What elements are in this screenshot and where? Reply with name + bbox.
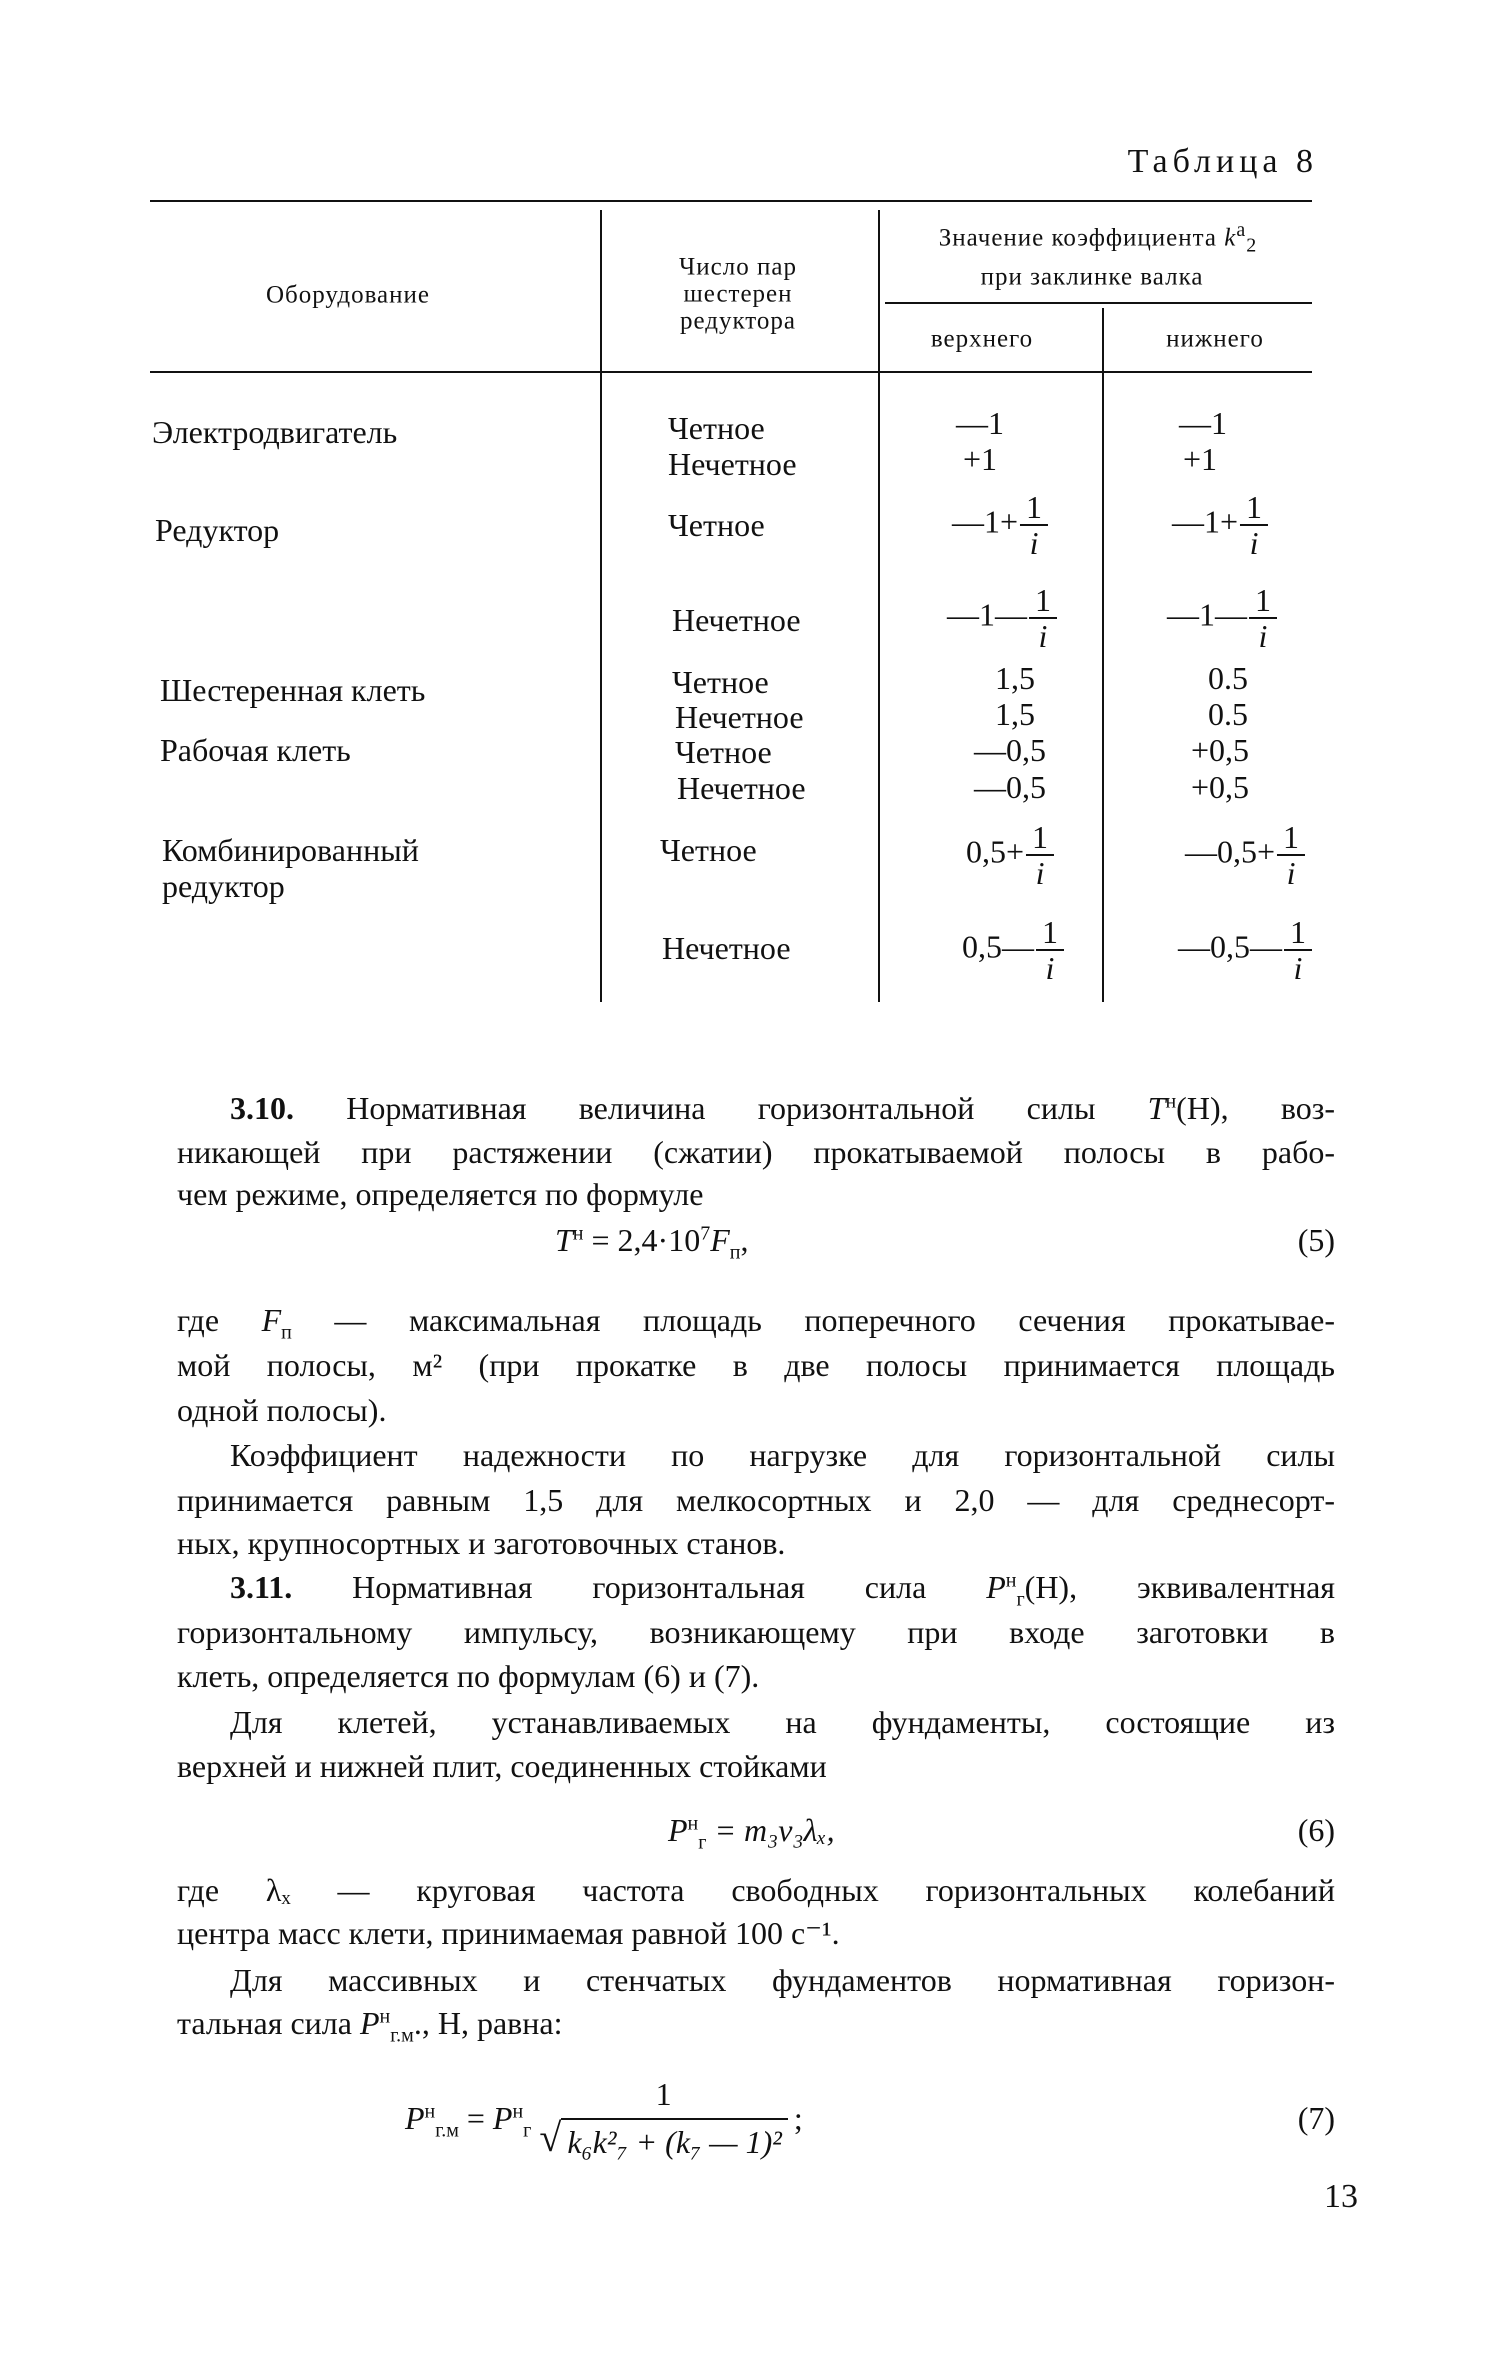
whole: —1— — [947, 596, 1027, 633]
paragraph-line: верхней и нижней плит, соединенных стойками — [177, 1748, 827, 1784]
formula-number: (7) — [1297, 2100, 1335, 2136]
fraction — [1284, 915, 1312, 985]
table-subheader-rule — [885, 302, 1312, 304]
cell-upper-fraction — [962, 915, 1064, 985]
cell-lower: 0.5 — [1208, 696, 1248, 732]
formula-rhs: = m₃v₃λₓ, — [706, 1812, 835, 1848]
paragraph-line — [177, 2003, 1335, 2047]
section-number: 3.11. — [230, 1569, 293, 1605]
fraction — [1029, 583, 1057, 653]
symbol-sup: н — [1005, 1569, 1017, 1592]
page-number: 13 — [1324, 2178, 1358, 2215]
cell-parity: Четное — [668, 410, 765, 446]
fraction — [1020, 490, 1048, 560]
coef-sup: а — [1236, 219, 1247, 242]
whole: —0,5— — [1178, 928, 1282, 965]
coef-symbol: k — [1224, 224, 1237, 252]
paragraph-line: Коэффициент надежности по нагрузке для горизонтальной силы — [230, 1437, 1335, 1473]
symbol-sup: н — [424, 2100, 436, 2123]
whole: —0,5+ — [1184, 833, 1276, 870]
table-column-divider — [878, 210, 880, 1002]
coef-sub: 2 — [1246, 234, 1258, 257]
cell-lower-fraction — [1185, 820, 1305, 890]
symbol-sup: н — [687, 1812, 699, 1835]
cell-equipment: редуктор — [162, 868, 285, 904]
numerator: 1 — [1026, 820, 1054, 856]
whole: 0,5+ — [965, 833, 1025, 870]
cell-upper-fraction — [966, 820, 1054, 890]
header-equipment: Оборудование — [265, 281, 431, 309]
text: ., Н, равна: — [413, 2005, 563, 2041]
numerator: 1 — [1249, 583, 1277, 619]
text: — максимальная площадь поперечного сечения прокатывае- — [291, 1302, 1336, 1338]
text: Нормативная величина горизонтальной силы — [294, 1090, 1148, 1126]
symbol-sup: н — [572, 1222, 584, 1245]
symbol-sub: п — [729, 1241, 741, 1264]
symbol: P — [359, 2005, 380, 2041]
text: (Н), эквивалентная — [1024, 1569, 1336, 1605]
symbol: F — [261, 1302, 282, 1338]
fraction — [1036, 915, 1064, 985]
header-coefficient — [938, 219, 1258, 257]
section-number: 3.10. — [230, 1090, 294, 1126]
whole: —1+ — [1171, 503, 1239, 540]
cell-upper-fraction — [947, 583, 1057, 653]
paragraph-line — [177, 1300, 1336, 1344]
formula-6 — [668, 1810, 835, 1854]
text: = 2,4·10 — [583, 1222, 701, 1258]
whole: 0,5— — [962, 928, 1034, 965]
header-line: редуктора — [680, 307, 796, 335]
paragraph-line: ных, крупносортных и заготовочных станов. — [177, 1525, 786, 1561]
cell-upper: —0,5 — [974, 769, 1046, 805]
paragraph-line: где λₓ — круговая частота свободных горизонтальных колебаний — [177, 1872, 1335, 1908]
cell-upper: +1 — [962, 441, 998, 477]
equals: = — [458, 2100, 493, 2136]
cell-lower: —1 — [1179, 405, 1227, 441]
cell-equipment: Комбинированный — [162, 832, 419, 868]
sqrt-icon: √ — [539, 2115, 562, 2160]
formula-number: (5) — [1297, 1222, 1335, 1258]
symbol: P — [668, 1812, 688, 1848]
denominator: i — [1293, 950, 1303, 986]
radicand: k₆k²₇ + (k₇ — 1)² — [561, 2118, 788, 2162]
paragraph-line: клеть, определяется по формулам (6) и (7). — [177, 1658, 760, 1694]
cell-lower: 0.5 — [1208, 660, 1248, 696]
numerator: 1 — [1240, 490, 1268, 526]
cell-parity: Нечетное — [677, 770, 806, 806]
cell-parity: Нечетное — [672, 602, 801, 638]
symbol-sub: г — [1016, 1588, 1025, 1611]
cell-parity: Четное — [675, 734, 772, 770]
table-caption: Таблица 8 — [1127, 143, 1318, 180]
symbol: F — [710, 1222, 730, 1258]
symbol: T — [555, 1222, 573, 1258]
symbol-sub: г — [698, 1831, 707, 1854]
fraction — [539, 2074, 787, 2162]
cell-upper: 1,5 — [995, 696, 1035, 732]
fraction — [1249, 583, 1277, 653]
symbol-sup: н — [512, 2100, 524, 2123]
numerator: 1 — [1036, 915, 1064, 951]
symbol-sub: п — [281, 1321, 292, 1344]
cell-upper-fraction — [952, 490, 1048, 560]
whole: —1— — [1167, 596, 1247, 633]
symbol: P — [492, 2100, 513, 2136]
symbol-sup: н — [1165, 1090, 1177, 1113]
denominator: i — [1035, 855, 1045, 891]
table-column-divider — [600, 210, 602, 1002]
cell-upper: —1 — [956, 405, 1004, 441]
symbol-sub: г.м — [435, 2119, 459, 2142]
table-top-rule — [150, 200, 1312, 202]
symbol-sub: г.м — [390, 2024, 414, 2047]
cell-equipment: Рабочая клеть — [160, 732, 351, 768]
denominator: i — [1038, 618, 1048, 654]
header-gear-pairs — [679, 254, 797, 335]
denominator: i — [1258, 618, 1268, 654]
cell-parity: Нечетное — [668, 446, 797, 482]
numerator: 1 — [1020, 490, 1048, 526]
text: Нормативная горизонтальная сила — [292, 1569, 987, 1605]
symbol-sub: г — [523, 2119, 532, 2142]
text: где — [177, 1302, 262, 1338]
paragraph-3-10-line — [230, 1088, 1335, 1128]
paragraph-line: Для клетей, устанавливаемых на фундаменты, состоящие из — [230, 1704, 1335, 1740]
cell-lower-fraction — [1178, 915, 1312, 985]
paragraph-line: чем режиме, определяется по формуле — [177, 1176, 704, 1212]
exponent: 7 — [700, 1222, 711, 1245]
table-header-rule — [150, 371, 1312, 373]
text: тальная сила — [177, 2005, 360, 2041]
table-column-divider — [1102, 308, 1104, 1002]
cell-parity: Нечетное — [675, 699, 804, 735]
numerator: 1 — [1277, 820, 1305, 856]
paragraph-line: центра масс клети, принимаемая равной 100 с⁻¹. — [177, 1915, 840, 1951]
cell-upper: —0,5 — [974, 732, 1046, 768]
cell-lower: +1 — [1182, 441, 1218, 477]
cell-lower-fraction — [1167, 583, 1277, 653]
cell-lower: +0,5 — [1190, 732, 1250, 768]
header-lower: нижнего — [1166, 325, 1264, 353]
cell-parity: Четное — [672, 664, 769, 700]
cell-lower-fraction — [1172, 490, 1268, 560]
paragraph-line: Для массивных и стенчатых фундаментов нормативная горизон- — [230, 1962, 1335, 1998]
cell-equipment: Шестеренная клеть — [160, 672, 426, 708]
denominator: i — [1045, 950, 1055, 986]
formula-5 — [555, 1220, 749, 1264]
text: (Н), воз- — [1176, 1090, 1336, 1126]
whole: —1+ — [951, 503, 1019, 540]
cell-parity: Четное — [668, 507, 765, 543]
header-upper: верхнего — [930, 325, 1034, 353]
fraction — [1277, 820, 1305, 890]
numerator: 1 — [1284, 915, 1312, 951]
denominator — [539, 2115, 787, 2162]
numerator: 1 — [655, 2076, 672, 2112]
formula-lhs — [405, 2098, 459, 2142]
cell-parity: Четное — [660, 832, 757, 868]
formula-number: (6) — [1297, 1812, 1335, 1848]
formula-factor — [492, 2098, 532, 2142]
symbol: T — [1147, 1090, 1166, 1126]
text: , — [740, 1222, 749, 1258]
cell-lower: +0,5 — [1190, 769, 1250, 805]
numerator: 1 — [1029, 583, 1057, 619]
paragraph-line: мой полосы, м² (при прокатке в две полосы принимается площадь — [177, 1347, 1335, 1383]
header-line: Число пар — [679, 253, 797, 281]
denominator: i — [1029, 525, 1039, 561]
cell-parity: Нечетное — [662, 930, 791, 966]
denominator: i — [1286, 855, 1296, 891]
cell-equipment: Электродвигатель — [152, 414, 398, 450]
fraction — [1240, 490, 1268, 560]
formula-7 — [405, 2074, 803, 2162]
denominator: i — [1249, 525, 1259, 561]
paragraph-line: никающей при растяжении (сжатии) прокатываемой полосы в рабо- — [177, 1134, 1335, 1170]
paragraph-line: принимается равным 1,5 для мелкосортных и 2,0 — для среднесорт- — [177, 1482, 1335, 1518]
paragraph-3-11-line — [230, 1567, 1336, 1611]
header-text: Значение коэффициента — [938, 224, 1225, 252]
symbol: P — [405, 2100, 425, 2136]
symbol: P — [986, 1569, 1006, 1605]
header-coefficient-line2: при заклинке валка — [980, 263, 1204, 291]
cell-equipment: Редуктор — [155, 512, 280, 548]
symbol-sup: н — [379, 2005, 391, 2028]
cell-upper: 1,5 — [995, 660, 1035, 696]
fraction — [1026, 820, 1054, 890]
semicolon: ; — [793, 2100, 803, 2136]
header-line: шестерен — [683, 280, 793, 308]
paragraph-line: горизонтальному импульсу, возникающему при входе заготовки в — [177, 1614, 1335, 1650]
paragraph-line: одной полосы). — [177, 1392, 387, 1428]
